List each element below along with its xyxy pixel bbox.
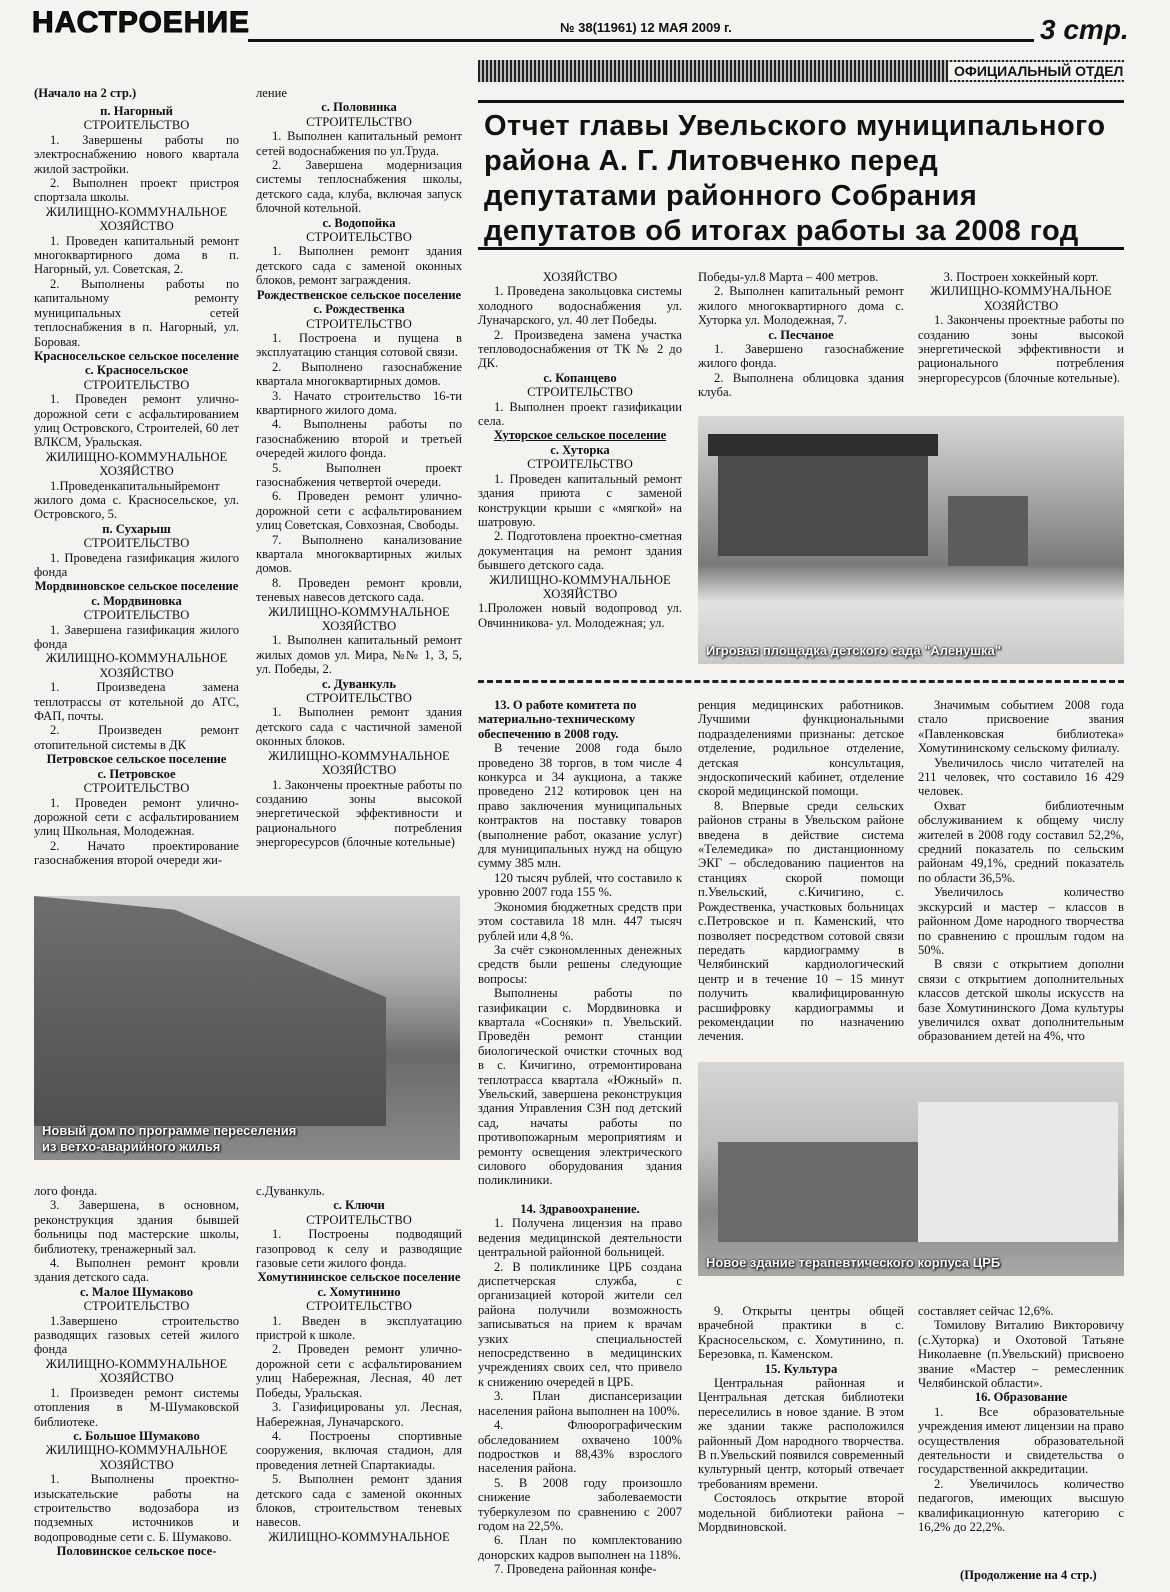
heading: Мордвиновское сельское поселение — [34, 579, 239, 594]
heading: с. Мордвиновка — [91, 593, 182, 608]
paragraph: 1. Выполнены проектно-изыскательские работы на строительство водозабора из подземных источников и водопроводные сети с. Б. Шумаково. — [34, 1472, 239, 1544]
paragraph: Победы-ул.8 Марта – 400 метров. — [698, 270, 879, 284]
subheading: ЖИЛИЩНО-КОММУНАЛЬНОЕ ХОЗЯЙСТВО — [930, 284, 1112, 313]
paragraph: 1.Проведенкапитальныйремонт жилого дома с. Красносельское, ул. Островского, 5. — [34, 478, 239, 522]
paragraph: 3. Построен хоккейный корт. — [943, 270, 1099, 284]
column-3-top — [478, 270, 682, 630]
subheading: СТРОИТЕЛЬСТВО — [306, 691, 412, 706]
paragraph: 4. Выполнены работы по газоснабжению второй и третьей очередей жилого фонда. — [256, 417, 462, 461]
subheading: СТРОИТЕЛЬСТВО — [83, 377, 190, 392]
heading: 16. Образование — [974, 1390, 1068, 1405]
heading: с. Половинка — [321, 100, 397, 115]
paragraph: Охват библиотечным обслуживанием к общему числу жителей в 2008 году составил 52,2%, средний показатель по сельским районам 49,1%, средний показатель по области 36,5%. — [918, 798, 1124, 885]
page-number: 3 стр. — [1040, 14, 1129, 45]
heading: Хуторское сельское поселение — [493, 428, 667, 443]
paragraph: 3. Начато строительство 16-ти квартирного жилого дома. — [256, 388, 462, 417]
paragraph: 6. Проведен ремонт улично-дорожной сети с асфальтированием улиц Советская, Совхозная, Свободы. — [256, 489, 462, 533]
paragraph: За счёт сэкономленных денежных средств были решены следующие вопросы: — [478, 942, 682, 986]
paragraph: 2. Завершена модернизация системы теплоснабжения школы, детского сада, клуба, включая запуск блочной котельной. — [256, 158, 462, 216]
heading: с. Копанцево — [543, 370, 617, 385]
paragraph: 1. Выполнен капитальный ремонт жилых домов ул. Мира, №№ 1, 3, 5, ул. Победы, 2. — [256, 633, 462, 677]
paragraph: Томилову Виталию Викторовичу (с.Хуторка) и Охотовой Татьяне Николаевне (п.Увельский) присвоено звание «Мастер – ремесленник Челябинской области». — [918, 1318, 1124, 1391]
paragraph: 5. Выполнен ремонт здания детского сада с заменой оконных блоков, строительством теневых навесов. — [256, 1472, 462, 1530]
heading: с. Водопойка — [322, 215, 396, 230]
column-5-bottom — [918, 1304, 1124, 1535]
paragraph: 1. Проведен ремонт улично-дорожной сети с асфальтированием улиц Островского, Строителей, 60 лет ВЛКСМ, Уральская. — [34, 392, 239, 450]
paragraph: 1. Все образовательные учреждения имеют лицензии на право осуществления образовательной деятельности и свидетельства о государственной аккредитации. — [918, 1404, 1124, 1477]
paragraph: 1. Проведен капитальный ремонт многоквартирного дома в п. Нагорный, ул. Советская, 2. — [34, 233, 239, 277]
paragraph: 2. Выполнен капитальный ремонт жилого многоквартирного дома с. Хуторка ул. Молодежная, 7. — [698, 284, 904, 328]
paragraph: 1. Завершена газификация жилого фонда — [34, 622, 239, 652]
paragraph: В течение 2008 года было проведено 38 торгов, в том числе 4 конкурса и 34 аукциона, а также проведено 212 котировок цен на право заключения муниципальных контрактов на поставку товаров (выполнение работ, оказание услуг) для муниципальных нужд на общую сумму 385 млн. — [478, 741, 682, 871]
heading: с. Малое Шумаково — [79, 1284, 194, 1299]
subheading: СТРОИТЕЛЬСТВО — [83, 781, 190, 796]
column-3-mid — [478, 698, 682, 1188]
paragraph: В связи с открытием дополни связи с открытием дополнительных классов детской школы искусств на базе Хомутининского Дома культуры увеличился охват дополнительным образованием детей на 4%, что — [918, 957, 1124, 1044]
photo-caption: Новое здание терапевтического корпуса ЦРБ — [706, 1255, 1001, 1270]
paragraph: 2. Произведена замена участка тепловодоснабжения от ТК № 2 до ДК. — [478, 327, 682, 371]
paragraph: 1.Проложен новый водопровод ул. Овчинникова- ул. Молодежная; ул. — [478, 601, 682, 630]
paragraph: 3. Завершена, в основном, реконструкция здания бывшей больницы под мастерские школы, библиотеку, тренажерный зал. — [34, 1198, 239, 1256]
hospital-main — [918, 1102, 1118, 1242]
new-house-photo — [34, 896, 460, 1160]
paragraph: 1. Завершены работы по электроснабжению нового квартала жилой застройки. — [34, 132, 239, 176]
paragraph: Увеличилось число читателей на 211 человек, что составило 16 429 человек. — [918, 755, 1124, 799]
heading: Половинское сельское посе- — [56, 1544, 217, 1559]
paragraph: 1. Введен в эксплуатацию пристрой к школе. — [256, 1313, 462, 1343]
paragraph: 1.Завершено строительство разводящих газовых сетей жилого фонда — [34, 1313, 239, 1357]
playground-photo — [698, 416, 1124, 664]
subheading: ЖИЛИЩНО-КОММУНАЛЬНОЕ ХОЗЯЙСТВО — [45, 449, 228, 479]
header-rule — [248, 39, 1034, 42]
paragraph: с.Дуванкуль. — [256, 1184, 325, 1198]
heading: с. Петровское — [97, 766, 176, 781]
paragraph: 3. План диспансеризации населения района выполнен на 100%. — [478, 1389, 682, 1418]
section-divider — [478, 680, 1124, 683]
paragraph: 1. Получена лицензия на право ведения медицинской деятельности центральной районной больницей. — [478, 1216, 682, 1260]
paragraph: 8. Впервые среди сельских районов страны в Увельском районе введена в действие система «Телемедика» по дистанционному ЭКГ – обследованию пациентов на станциях скорой помощи п.Увельский, с.Кичигино, с. Рождественка, участковых больницах с.Петровское и п. Каменский, что позволяет посредством сотовой связи передать кардиограмму в Челябинский кардиологический центр и в течение 10 – 15 минут получить квалифицированную расшифровку кардиограммы и рекомендации по назначению лечения. — [698, 798, 904, 1044]
subheading: ЖИЛИЩНО-КОММУНАЛЬНОЕ ХОЗЯЙСТВО — [489, 572, 671, 601]
column-4-top — [698, 270, 904, 400]
paragraph: Увеличилось количество экскурсий и мастер – классов в районном Доме народного творчества по сравнению с прошлым годом на 50%. — [918, 885, 1124, 957]
column-1 — [34, 104, 239, 868]
section-title: НАСТРОЕНИЕ — [32, 6, 251, 39]
paragraph: 120 тысяч рублей, что составило к уровню 2007 года 155 %. — [478, 870, 682, 900]
paragraph: Выполнены работы по газификации с. Мордвиновка и квартала «Сосняки» п. Увельский. Проведён ремонт станции биологической очистки сточных вод в с. Кичигино, отремонтирована теплотрасса квартала «Южный» п. Увельский, завершена реконструкция здания Управления СЗН под детский сад, начаты работы по противопожарным мероприятиям и ремонту освещения электрического силового оборудования здания поликлиники. — [478, 986, 682, 1188]
paragraph: 2. Произведен ремонт отопительной системы в ДК — [34, 723, 239, 752]
subheading: ЖИЛИЩНО-КОММУНАЛЬНОЕ ХОЗЯЙСТВО — [268, 748, 450, 778]
column-2 — [256, 86, 462, 850]
hospital-wing — [718, 1142, 918, 1242]
paragraph: 1. Выполнен ремонт здания детского сада с заменой оконных блоков, ремонт заграждения. — [256, 244, 462, 288]
paragraph: 7. Проведена районная конфе- — [494, 1562, 657, 1577]
column-1-bottom — [34, 1184, 239, 1559]
heading: п. Нагорный — [100, 104, 173, 118]
pavilion-roof — [708, 434, 938, 456]
paragraph: 2. Выполнено газоснабжение квартала многоквартирных домов. — [256, 359, 462, 389]
paragraph: 3. Газифицированы ул. Лесная, Набережная, Луначарского. — [256, 1400, 462, 1429]
heading: 13. О работе комитета по материально-техническому обеспечению в 2008 году. — [478, 698, 637, 741]
subheading: ЖИЛИЩНО-КОММУНАЛЬНОЕ ХОЗЯЙСТВО — [45, 204, 228, 234]
column-4-mid — [698, 698, 904, 1044]
heading: 14. Здравоохранение. — [520, 1202, 640, 1216]
heading: Рождественское сельское поселение — [256, 287, 462, 302]
subheading: ХОЗЯЙСТВО — [542, 270, 618, 284]
paragraph: 1. Закончены проектные работы по созданию зоны высокой энергетической эффективности и рационального потребления энергоресурсов (блочные котельные) — [256, 777, 462, 850]
paragraph: 1. Выполнен ремонт здания детского сада с частичной заменой оконных блоков. — [256, 705, 462, 749]
heading: с. Песчаное — [768, 327, 834, 342]
subheading: СТРОИТЕЛЬСТВО — [306, 1299, 412, 1314]
subheading: СТРОИТЕЛЬСТВО — [83, 118, 190, 133]
subheading: СТРОИТЕЛЬСТВО — [83, 536, 190, 551]
paragraph: составляет сейчас 12,6%. — [918, 1304, 1054, 1318]
heading: с. Ключи — [333, 1198, 385, 1213]
column-3-bottom — [478, 1202, 682, 1577]
heading: Хомутининское сельское поселение — [257, 1270, 461, 1285]
paragraph: 1. Проведен капитальный ремонт здания приюта с заменой конструкции крыши с «мягкой» на шатровую. — [478, 471, 682, 529]
paragraph: 8. Проведен ремонт кровли, теневых навесов детского сада. — [256, 575, 462, 605]
headline-box — [478, 100, 1124, 250]
paragraph: 2. Выполнен проект пристроя спортзала школы. — [34, 176, 239, 205]
heading: п. Сухарыш — [102, 521, 171, 536]
continued-to: (Продолжение на 4 стр.) — [960, 1568, 1097, 1582]
paragraph: 2. Подготовлена проектно-сметная документация на ремонт здания бывшего детского сада. — [478, 529, 682, 573]
paragraph: ление — [256, 86, 287, 100]
heading: с. Дуванкуль — [322, 676, 396, 691]
pavilion-shape — [718, 446, 928, 556]
issue-info: № 38(11961) 12 МАЯ 2009 г. — [560, 20, 732, 35]
column-2-bottom — [256, 1184, 462, 1544]
paragraph: 2. Проведен ремонт улично-дорожной сети с асфальтированием улиц Набережная, Лесная, 40 лет Победы, Уральская. — [256, 1342, 462, 1400]
paragraph: ренция медицинских работников. Лучшими функциональными подразделениями признаны: детское отделение, родильное отделение, детская консультация, эндоскопический кабинет, отделение скорой медицинской помощи. — [698, 698, 904, 799]
column-5-top — [918, 270, 1124, 385]
paragraph: 1. Проведена закольцовка системы холодного водоснабжения ул. Луначарского, ул. 40 лет Победы. — [478, 284, 682, 328]
paragraph: 2. В поликлинике ЦРБ создана диспетчерская служба, с организацией которой жители сел района получили возможность записываться на прием к врачам узких специальностей непосредственно в медицинских учреждениях своих сел, что привело к снижению очередей в ЦРБ. — [478, 1259, 682, 1389]
building-shape — [34, 896, 386, 1126]
heading: с. Большое Шумаково — [73, 1428, 200, 1443]
paragraph: 1. Закончены проектные работы по созданию зоны высокой энергетической эффективности и рационального потребления энергоресурсов (блочные котельные). — [918, 313, 1124, 385]
paragraph: 7. Выполнено канализование квартала многоквартирных жилых домов. — [256, 532, 462, 576]
paragraph: 5. В 2008 году произошло снижение заболеваемости туберкулезом по сравнению с 2007 годом на 22,5%. — [478, 1475, 682, 1533]
playhouse-shape — [948, 496, 1028, 566]
subheading: СТРОИТЕЛЬСТВО — [527, 385, 633, 400]
subheading: ЖИЛИЩНО-КОММУНАЛЬНОЕ — [268, 1529, 450, 1544]
photo-caption-line2: из ветхо-аварийного жилья — [42, 1139, 221, 1154]
paragraph: 1. Произведена замена теплотрассы от котельной до АТС, ФАП, почты. — [34, 680, 239, 724]
paragraph: 1. Завершено газоснабжение жилого фонда. — [698, 342, 904, 371]
paragraph: Центральная районная и Центральная детская библиотеки переселились в новое здание. В этом же здании также расположился районный Дом народного творчества. В п.Увельский появился современный культурный центр, который отвечает требованиям времени. — [698, 1376, 904, 1491]
headline: Отчет главы Увельского муниципального района А. Г. Литовченко перед депутатами районного Собрания депутатов об итогах работы за 2008 год — [484, 110, 1106, 247]
subheading: СТРОИТЕЛЬСТВО — [306, 230, 412, 245]
paragraph: 6. План по комплектованию донорских кадров выполнен на 118%. — [478, 1533, 682, 1562]
heading: с. Хуторка — [550, 442, 610, 457]
photo-caption: Игровая площадка детского сада "Аленушка" — [706, 643, 1001, 658]
paragraph: Состоялось открытие второй модельной библиотеки района – Мордвиновской. — [698, 1491, 904, 1535]
column-5-mid — [918, 698, 1124, 1044]
paragraph: 2. Начато проектирование газоснабжения второй очереди жи- — [34, 838, 239, 868]
paragraph: 2. Выполнена облицовка здания клуба. — [698, 370, 904, 400]
paragraph: 1. Выполнен капитальный ремонт сетей водоснабжения по ул.Труда. — [256, 129, 462, 158]
paragraph: 1. Построена и пущена в эксплуатацию станция сотовой связи. — [256, 330, 462, 360]
paragraph: 4. Флюорографическим обследованием охвачено 100% подростков и 88,43% взрослого населения района. — [478, 1418, 682, 1476]
photo-caption-line1: Новый дом по программе переселения — [42, 1123, 297, 1138]
subheading: СТРОИТЕЛЬСТВО — [83, 1299, 190, 1314]
subheading: СТРОИТЕЛЬСТВО — [527, 457, 633, 472]
column-4-bottom — [698, 1304, 904, 1535]
continued-from: (Начало на 2 стр.) — [34, 86, 137, 100]
paragraph: 4. Выполнен ремонт кровли здания детского сада. — [34, 1256, 239, 1285]
subheading: СТРОИТЕЛЬСТВО — [306, 1212, 412, 1227]
department-label: ОФИЦИАЛЬНЫЙ ОТДЕЛ — [948, 62, 1129, 80]
heading: с. Хомутинино — [317, 1284, 401, 1299]
subheading: СТРОИТЕЛЬСТВО — [306, 316, 412, 331]
paragraph: 5. Выполнен проект газоснабжения четвертой очереди. — [256, 460, 462, 489]
paragraph: 2. Увеличилось количество педагогов, имеющих высшую квалификационную категорию с 16,2% до 22,2%. — [918, 1476, 1124, 1535]
subheading: ЖИЛИЩНО-КОММУНАЛЬНОЕ ХОЗЯЙСТВО — [45, 651, 228, 680]
paragraph: 1. Выполнен проект газификации села. — [478, 399, 682, 429]
paragraph: 1. Построены подводящий газопровод к селу и разводящие газовые сети жилого фонда. — [256, 1227, 462, 1271]
paragraph: Экономия бюджетных средств при этом составила 18 млн. 447 тысяч рублей или 4,8 %. — [478, 899, 682, 943]
subheading: СТРОИТЕЛЬСТВО — [83, 608, 190, 623]
heading: с. Красносельское — [84, 363, 189, 378]
paragraph: Значимым событием 2008 года стало присвоение звания «Павленковская библиотека» Хомутининскому сельскому филиалу. — [918, 698, 1124, 756]
subheading: ЖИЛИЩНО-КОММУНАЛЬНОЕ ХОЗЯЙСТВО — [45, 1443, 228, 1472]
subheading: СТРОИТЕЛЬСТВО — [306, 114, 412, 129]
subheading: ЖИЛИЩНО-КОММУНАЛЬНОЕ ХОЗЯЙСТВО — [268, 604, 450, 634]
paragraph: 4. Построены спортивные сооружения, включая стадион, для проведения летней Спартакиады. — [256, 1428, 462, 1472]
paragraph: 1. Проведена газификация жилого фонда — [34, 550, 239, 579]
subheading: ЖИЛИЩНО-КОММУНАЛЬНОЕ ХОЗЯЙСТВО — [45, 1356, 228, 1386]
heading: 15. Культура — [764, 1361, 838, 1376]
paragraph: 1. Проведен ремонт улично-дорожной сети с асфальтированием улиц Школьная, Молодежная. — [34, 795, 239, 839]
paragraph: 9. Открыты центры общей врачебной практики в с. Красносельском, с. Хомутинино, п. Березовка, п. Каменском. — [698, 1304, 904, 1362]
paragraph: 1. Произведен ремонт системы отопления в М-Шумаковской библиотеке. — [34, 1385, 239, 1429]
paragraph: 2. Выполнены работы по капитальному ремонту муниципальных сетей теплоснабжения в п. Нагорный, ул. Боровая. — [34, 276, 239, 349]
paragraph: лого фонда. — [34, 1184, 98, 1198]
heading: Красносельское сельское поселение — [34, 348, 239, 363]
heading: с. Рождественка — [313, 302, 405, 317]
hospital-photo — [698, 1062, 1124, 1276]
heading: Петровское сельское поселение — [46, 752, 227, 767]
